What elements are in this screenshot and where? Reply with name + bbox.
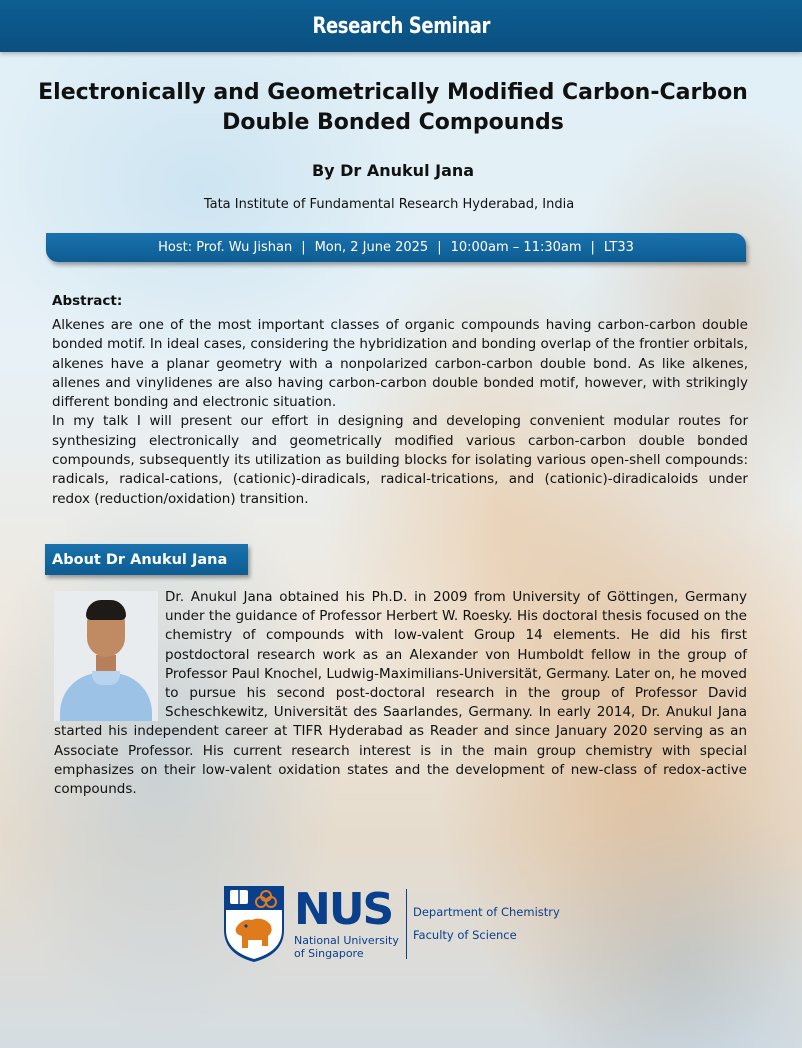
seminar-title-line2: Double Bonded Compounds [222, 110, 564, 135]
date-text: Mon, 2 June 2025 [314, 240, 429, 255]
nus-acronym: NUS [294, 884, 393, 935]
header-bar [0, 0, 802, 52]
abstract-paragraph-1: Alkenes are one of the most important classes of organic compounds having carbon-carbon double bonded motif. In ideal cases, considering the hybridization and bonding overlap of the frontier orbitals, alkenes have a planar geometry with a nonpolarized carbon-carbon double bond. As like alkenes, allenes and vinylidenes are also having carbon-carbon double bonded motif, however, with strikingly different bonding and electronic situation. [52, 317, 748, 411]
about-heading: About Dr Anukul Jana [45, 544, 248, 575]
abstract-body [52, 316, 748, 509]
nus-name-line1: National University [294, 934, 399, 947]
abstract-heading: Abstract: [52, 293, 123, 309]
speaker-photo [54, 591, 158, 721]
department-block [413, 901, 560, 947]
time-text: 10:00am – 11:30am [450, 240, 582, 255]
nus-wordmark [294, 884, 406, 960]
speaker-affiliation: Tata Institute of Fundamental Research Hyderabad, India [203, 197, 575, 212]
nus-name-line2: of Singapore [294, 947, 364, 960]
host-text: Host: Prof. Wu Jishan [158, 240, 293, 255]
abstract-paragraph-2: In my talk I will present our effort in designing and developing convenient modular routes for synthesizing electronically and geometrically modified various carbon-carbon double bonded compounds, subsequently its utilization as building blocks for isolating various open-shell compounds: radicals, radical-cations, (cationic)-diradicals, radical-trications, and (cationic)-diradicaloids under redox (reduction/oxidation) transition. [52, 413, 748, 507]
venue-text: LT33 [603, 240, 634, 255]
speaker-bio [54, 588, 747, 799]
seminar-title-line1: Electronically and Geometrically Modified Carbon-Carbon [38, 80, 748, 105]
faculty-name: Faculty of Science [413, 928, 517, 942]
logo-divider [406, 889, 407, 959]
header-title: Research Seminar [312, 13, 490, 39]
info-separator: | [437, 240, 442, 255]
speaker-name: By Dr Anukul Jana [311, 161, 475, 180]
event-info-bar [46, 233, 746, 262]
nus-crest-icon [222, 884, 286, 964]
department-name: Department of Chemistry [413, 905, 560, 919]
speaker-bio-text: Dr. Anukul Jana obtained his Ph.D. in 2009 from University of Göttingen, Germany under the guidance of Professor Herbert W. Roesky. His doctoral thesis focused on the chemistry of compounds with low-valent Group 14 elements. He did his first postdoctoral research work as an Alexander von Humboldt fellow in the group of Professor Paul Knochel, Ludwig-Maximilians-Universität, Germany. Later on, he moved to pursue his second post-doctoral research in the group of Professor David Scheschkewitz, Universität des Saarlandes, Germany. In early 2014, Dr. Anukul Jana started his independent career at TIFR Hyderabad as Reader and since January 2020 serving as an Associate Professor. His current research interest is in the main group chemistry with special emphasizes on their low-valent oxidation states and the development of new-class of redox-active compounds. [54, 589, 747, 798]
nus-logo [222, 882, 574, 966]
info-separator: | [590, 240, 595, 255]
seminar-title [30, 78, 756, 138]
info-separator: | [301, 240, 306, 255]
